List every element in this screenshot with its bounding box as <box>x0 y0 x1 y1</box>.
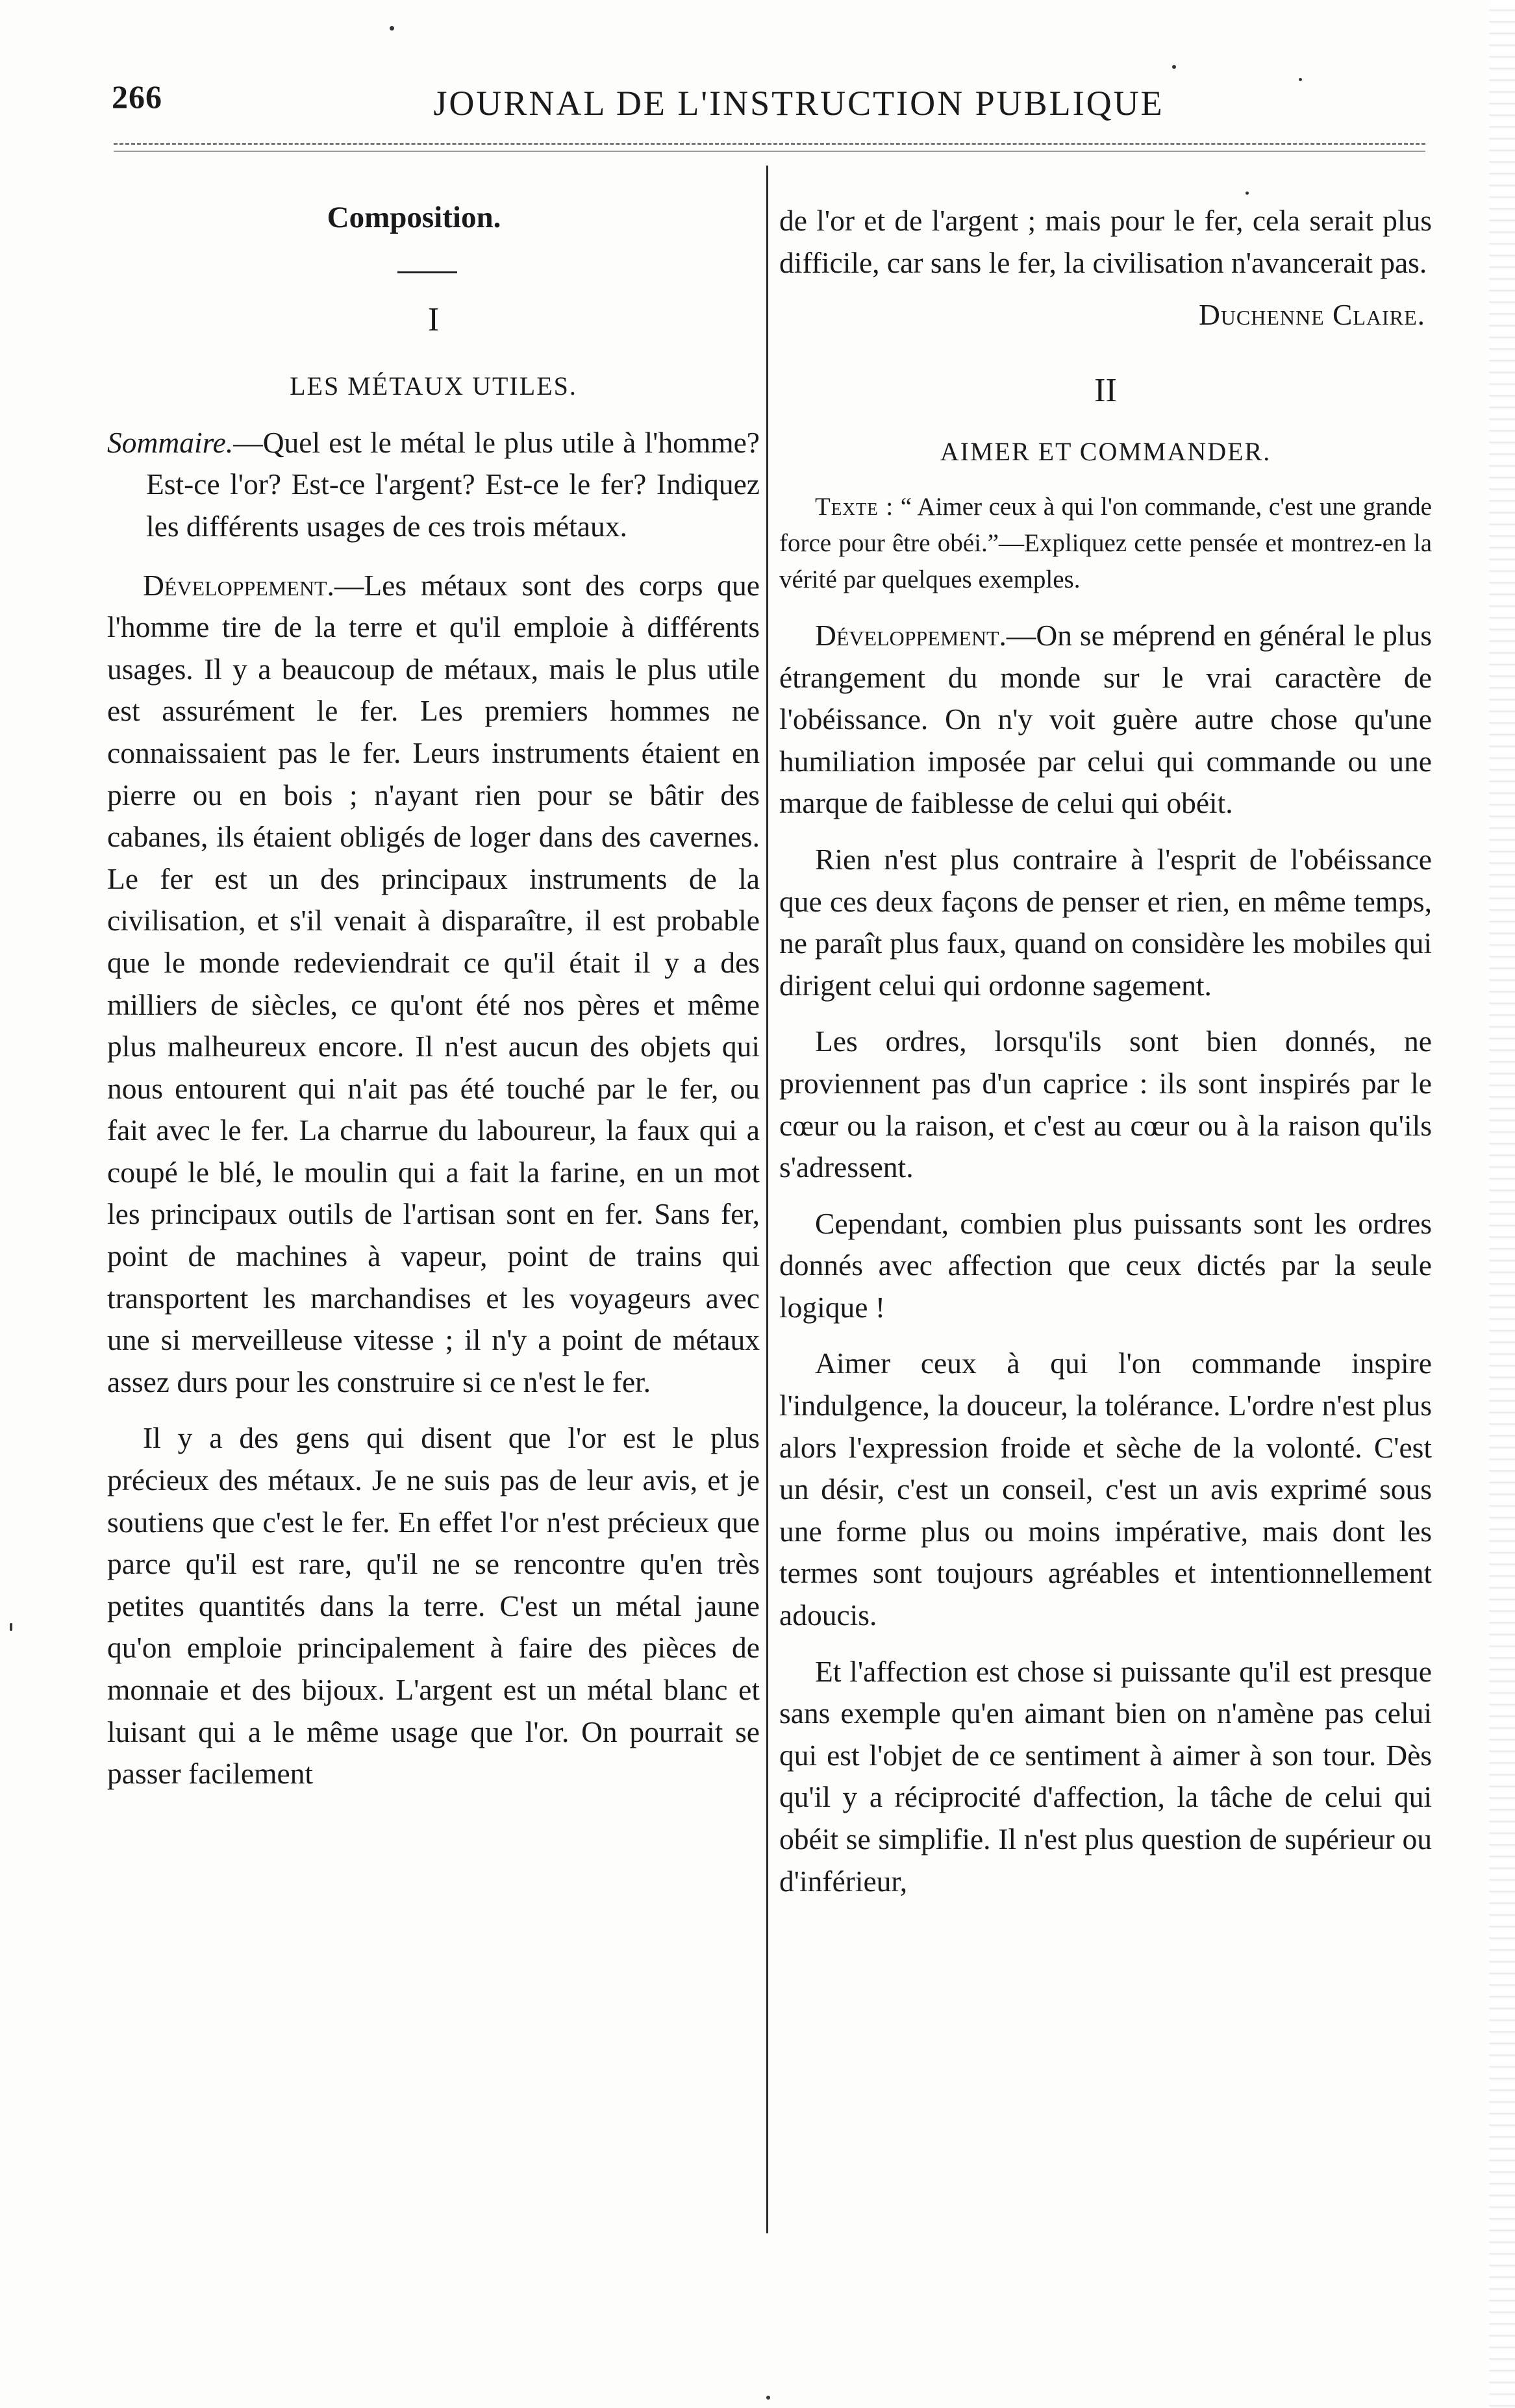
page-header <box>104 71 1442 136</box>
essay1-paragraph-2: Il y a des gens qui disent que l'or est le plus précieux des métaux. Je ne suis pas de leur avis, et je soutiens que c'est le fer. En effet l'or n'est précieux que parce qu'il est rare, qu'il ne se rencontre qu'en très petites quantités dans la terre. C'est un métal jaune qu'on emploie principalement à faire des pièces de monnaie et des bijoux. L'argent est un métal blanc et luisant qui a le même usage que l'or. On pourrait se passer facilement <box>107 1421 760 1791</box>
essay2-paragraph-3: Les ordres, lorsqu'ils sont bien donnés, ne proviennent pas d'un caprice : ils sont inspirés par le cœur ou la raison, et c'est au cœur ou à la raison qu'ils s'adressent. <box>779 1024 1432 1184</box>
page-number: 266 <box>112 79 162 115</box>
header-rule-secondary <box>114 151 1425 152</box>
print-speck <box>766 2396 770 2400</box>
sommaire-text: —Quel est le métal le plus utile à l'homme? Est-ce l'or? Est-ce l'argent? Est-ce le fer? Indiquez les différents usages de ces trois métaux. <box>146 425 760 543</box>
print-speck <box>390 26 394 31</box>
development-label: Développement. <box>143 568 334 602</box>
essay1-title: LES MÉTAUX UTILES. <box>290 371 577 401</box>
right-column <box>779 200 1432 1902</box>
development-label-2: Développement. <box>815 618 1007 652</box>
essay2-paragraph-4: Cependant, combien plus puissants sont les ordres donnés avec affection que ceux dictés par la seule logique ! <box>779 1206 1432 1324</box>
header-rule <box>114 143 1425 145</box>
development-text-2: —On se méprend en général le plus étrangement du monde sur le vrai caractère de l'obéissance. On n'y voit guère autre chose qu'une humiliation imposée par celui qui commande ou une marque de faiblesse de celui qui obéit. <box>779 618 1432 820</box>
left-column <box>107 185 760 1795</box>
section-title: Composition. <box>327 201 501 234</box>
sommaire-label: Sommaire. <box>107 425 234 459</box>
essay2-paragraph-6: Et l'affection est chose si puissante qu'il est presque sans exemple qu'en aimant bien on n'amène pas celui qui est l'objet de ce sentiment à aimer à son tour. Dès qu'il y a réciprocité d'affection, la tâche de celui qui obéit se simplifie. Il n'est plus question de supérieur ou d'inférieur, <box>779 1654 1432 1898</box>
essay2-texte <box>779 489 1432 598</box>
essay2-paragraph-2: Rien n'est plus contraire à l'esprit de l'obéissance que ces deux façons de penser et rien, en même temps, ne paraît plus faux, quand on considère les mobiles qui dirigent celui qui ordonne sagement. <box>779 842 1432 1002</box>
essay1-development <box>107 565 760 1404</box>
essay1-signature: Duchenne Claire. <box>1198 298 1425 332</box>
column-divider <box>766 166 768 2233</box>
scan-edge <box>1489 0 1515 2408</box>
essay2-number: II <box>1094 371 1117 409</box>
essay2-development <box>779 615 1432 825</box>
print-speck <box>1299 78 1302 81</box>
running-title: JOURNAL DE L'INSTRUCTION PUBLIQUE <box>433 84 1164 123</box>
essay2-title: AIMER ET COMMANDER. <box>940 437 1271 467</box>
texte-text: “ Aimer ceux à qui l'on commande, c'est une grande force pour être obéi.”—Expliquez cette pensée et montrez-en la vérité par quelques exemples. <box>779 492 1432 593</box>
print-speck <box>1246 192 1249 195</box>
print-speck <box>1172 65 1176 69</box>
essay1-continuation: de l'or et de l'argent ; mais pour le fer, cela serait plus difficile, car sans le fer, la civilisation n'avancerait pas. <box>779 204 1432 279</box>
development-text: —Les métaux sont des corps que l'homme tire de la terre et qu'il emploie à différents usages. Il y a beaucoup de métaux, mais le plus utile est assurément le fer. Les premiers hommes ne connaissaient pas le fer. Leurs instruments étaient en pierre ou en bois ; n'ayant rien pour se bâtir des cabanes, ils étaient obligés de loger dans des cavernes. Le fer est un des principaux instruments de la civilisation, et s'il venait à disparaître, il est probable que le monde redeviendrait ce qu'il était il y a des milliers de siècles, ce qu'ont été nos pères et même plus malheureux encore. Il n'est aucun des objets qui nous entourent qui n'ait pas été touché par le fer, ou fait avec le fer. La charrue du laboureur, la faux qui a coupé le blé, le moulin qui a fait la farine, en un mot les principaux outils de l'artisan sont en fer. Sans fer, point de machines à vapeur, point de trains qui transportent les marchandises et les voyageurs avec une si merveilleuse vitesse ; il n'y a point de métaux assez durs pour les construire si ce n'est le fer. <box>107 568 760 1398</box>
short-rule <box>397 271 457 273</box>
essay1-sommaire <box>107 422 760 548</box>
essay1-number: I <box>427 301 440 338</box>
print-speck <box>10 1623 12 1631</box>
essay2-paragraph-5: Aimer ceux à qui l'on commande inspire l'indulgence, la douceur, la tolérance. L'ordre n'est plus alors l'expression froide et sèche de la volonté. C'est un désir, c'est un conseil, c'est un avis exprimé sous une forme plus ou moins impérative, mais dont les termes sont toujours agréables et intentionnellement adoucis. <box>779 1347 1432 1632</box>
texte-label: Texte : <box>815 492 894 521</box>
